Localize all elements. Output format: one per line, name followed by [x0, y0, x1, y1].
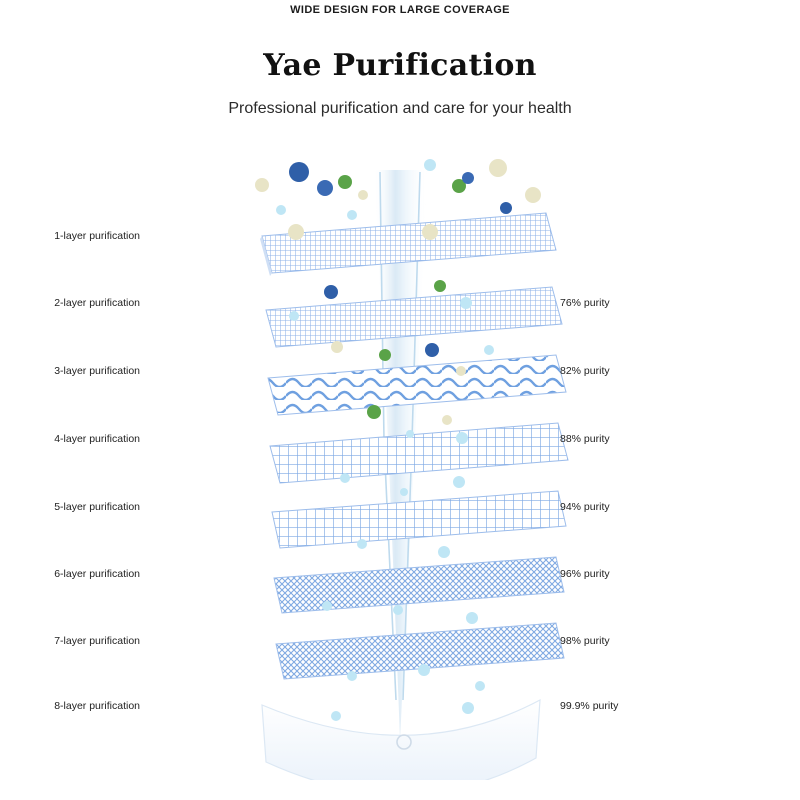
purity-label-7: 98% purity — [560, 635, 610, 647]
layer-label-2: 2-layer purification — [54, 297, 140, 309]
purity-label-6: 96% purity — [560, 568, 610, 580]
layer-sheet-6 — [274, 557, 564, 613]
layer-sheet-4 — [270, 423, 568, 483]
purity-label-5: 94% purity — [560, 501, 610, 513]
layer-label-6: 6-layer purification — [54, 568, 140, 580]
purity-label-2: 76% purity — [560, 297, 610, 309]
purity-label-4: 88% purity — [560, 433, 610, 445]
page-subtitle: Professional purification and care for your health — [228, 100, 572, 117]
layer-label-7: 7-layer purification — [54, 635, 140, 647]
layer-label-5: 5-layer purification — [54, 501, 140, 513]
layers-diagram — [0, 140, 800, 780]
layer-label-8: 8-layer purification — [54, 700, 140, 712]
eyebrow-text: WIDE DESIGN FOR LARGE COVERAGE — [290, 4, 510, 16]
layer-label-1: 1-layer purification — [54, 230, 140, 242]
purity-label-8: 99.9% purity — [560, 700, 619, 712]
page-title: Yae Purification — [263, 48, 537, 83]
purity-label-3: 82% purity — [560, 365, 610, 377]
layer-sheet-5 — [272, 491, 566, 548]
layer-label-3: 3-layer purification — [54, 365, 140, 377]
layer-label-4: 4-layer purification — [54, 433, 140, 445]
